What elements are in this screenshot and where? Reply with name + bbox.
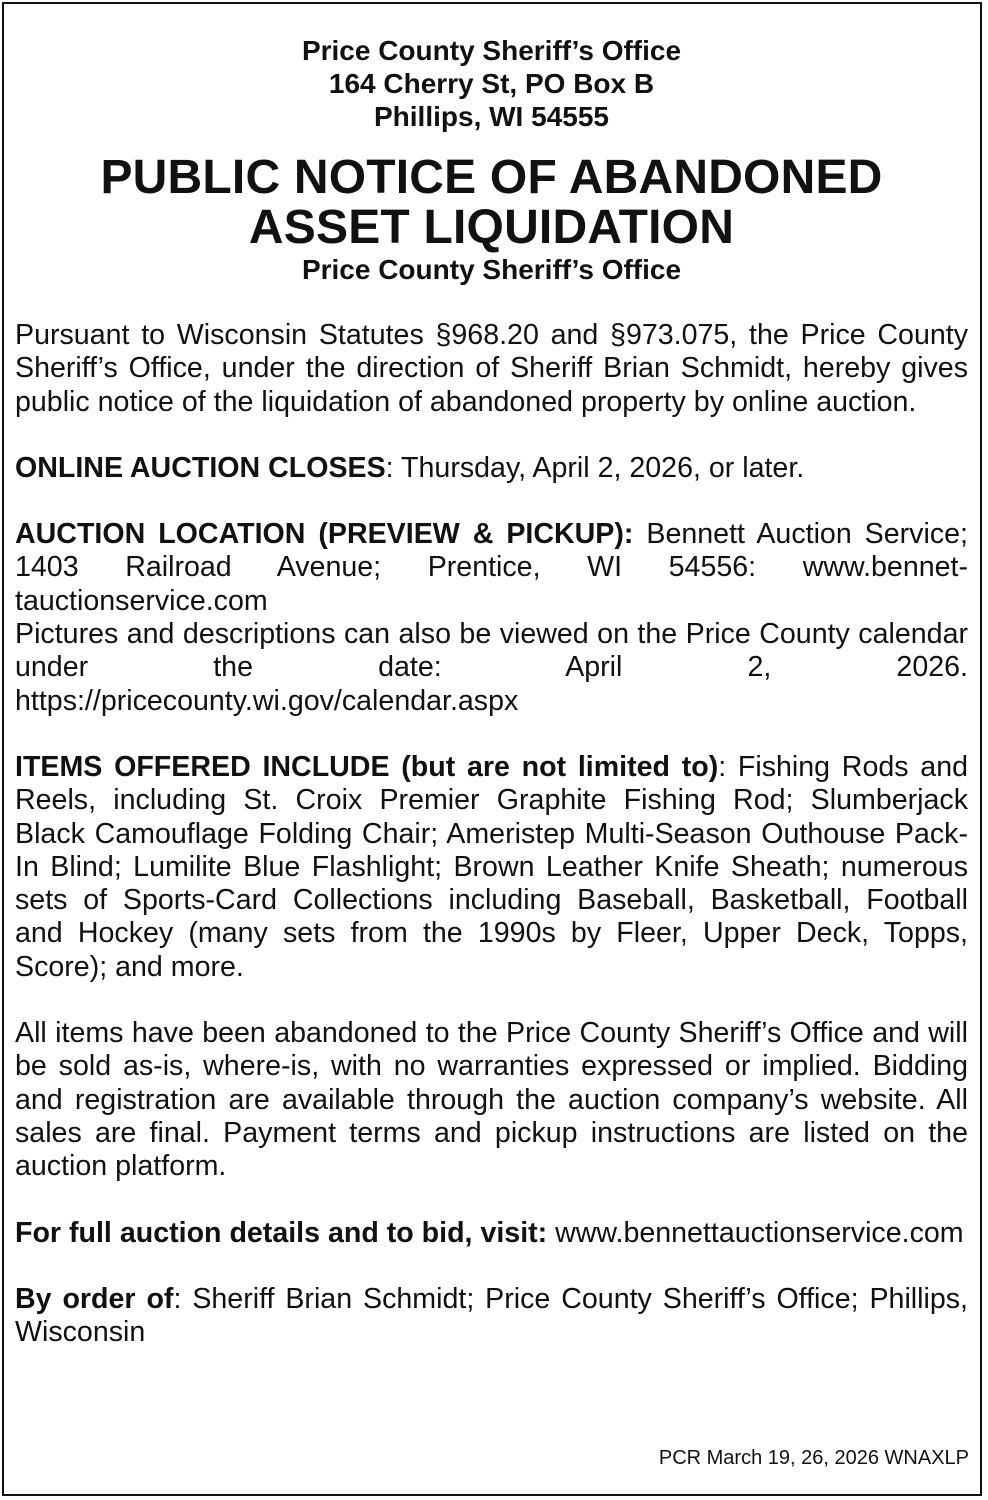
title-line-2: ASSET LIQUIDATION <box>248 201 735 254</box>
details-label: For full auction details and to bid, visit: <box>15 1216 548 1249</box>
order-paragraph <box>15 1283 968 1350</box>
terms-paragraph: All items have been abandoned to the Price County Sheriff’s Office and will be sold as-is, where-is, with no warranties expressed or implied. Bidding and registration are available through the auction company’s website. All sales are final. Payment terms and pickup instructions are listed on the auction platform. <box>15 1017 968 1183</box>
title-line-1: PUBLIC NOTICE OF ABANDONED <box>100 151 883 204</box>
auction-location-value: Bennett Auction Service; 1403 Railroad Avenue; Prentice, WI 54556: www.bennettauctionservice.com <box>15 518 968 617</box>
items-value: : Fishing Rods and Reels, including St. Croix Premier Graphite Fishing Rod; Slumberjack Black Camouflage Folding Chair; Ameristep Multi-Season Outhouse Pack-In Blind; Lumilite Blue Flashlight; Brown Leather Knife Sheath; numerous sets of Sports-Card Collections including Baseball, Basketball, Football and Hockey (many sets from the 1990s by Fleer, Upper Deck, Topps, Score); and more. <box>15 750 968 983</box>
pictures-paragraph: Pictures and descriptions can also be viewed on the Price County calendar under the date: April 2, 2026. <box>15 618 968 684</box>
office-name: Price County Sheriff’s Office <box>301 35 682 66</box>
publication-footer: PCR March 19, 26, 2026 WNAXLP <box>658 1447 969 1469</box>
details-paragraph <box>15 1217 968 1250</box>
auction-location-paragraph <box>15 518 968 618</box>
calendar-url: https://pricecounty.wi.gov/calendar.aspx <box>15 684 519 717</box>
notice-subtitle: Price County Sheriff’s Office <box>301 254 682 285</box>
office-street: 164 Cherry St, PO Box B <box>328 68 655 99</box>
auction-closes-label: ONLINE AUCTION CLOSES <box>15 451 386 484</box>
notice-title <box>15 153 968 253</box>
order-value: : Sheriff Brian Schmidt; Price County Sheriff’s Office; Phillips, Wisconsin <box>15 1282 968 1349</box>
office-header <box>15 34 968 133</box>
office-city: Phillips, WI 54555 <box>374 101 609 132</box>
order-label: By order of <box>15 1282 174 1315</box>
auction-closes-paragraph <box>15 452 968 485</box>
intro-paragraph: Pursuant to Wisconsin Statutes §968.20 and §973.075, the Price County Sheriff’s Office, under the direction of Sheriff Brian Schmidt, hereby gives public notice of the liquidation of abandoned property by online auction. <box>15 319 968 418</box>
items-paragraph <box>15 751 968 984</box>
auction-closes-value: : Thursday, April 2, 2026, or later. <box>385 451 805 484</box>
details-value: www.bennettauctionservice.com <box>547 1216 964 1249</box>
auction-location-label: AUCTION LOCATION (PREVIEW & PICKUP): <box>15 518 634 551</box>
items-label: ITEMS OFFERED INCLUDE (but are not limited to) <box>15 750 719 783</box>
public-notice <box>2 2 982 1496</box>
